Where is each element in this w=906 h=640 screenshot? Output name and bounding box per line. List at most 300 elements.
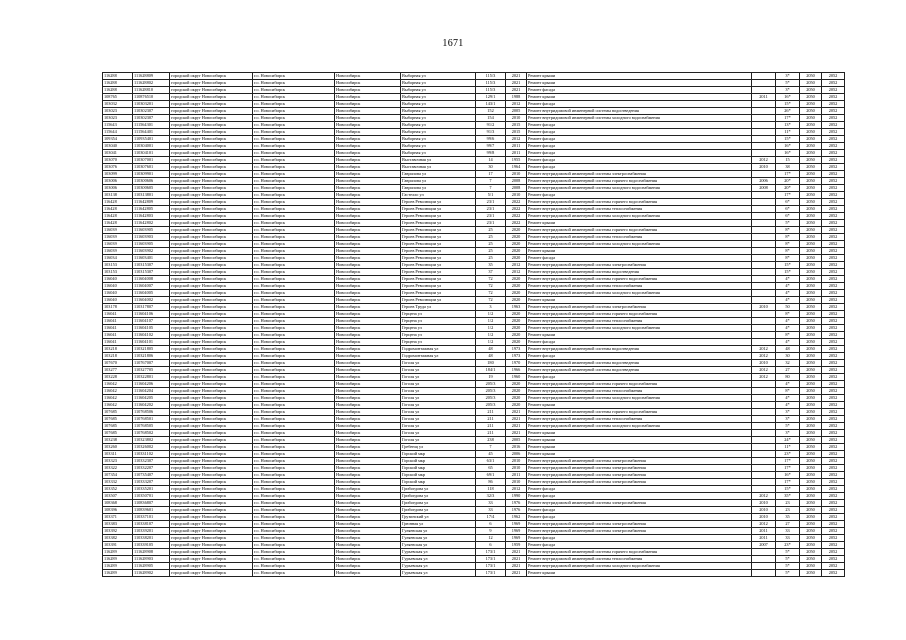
plan-end-year-cell: 2052: [822, 332, 845, 339]
house-number-cell: 115/3: [476, 80, 506, 87]
work-code-cell: 110332207: [133, 465, 170, 472]
service-life-cell: 15: [776, 157, 800, 164]
plan-end-year-cell: 2052: [822, 206, 845, 213]
table-row: [103, 493, 845, 500]
settlement-cell: г.о. Новосибирск: [253, 556, 335, 563]
work-type-cell: Ремонт фасада: [527, 136, 752, 143]
built-year-cell: 2008: [506, 178, 527, 185]
locality-cell: Новосибирск: [335, 241, 401, 248]
plan-start-year-cell: 2050: [800, 136, 822, 143]
plan-start-year-cell: 2050: [800, 150, 822, 157]
street-cell: Выборная ул: [401, 80, 476, 87]
municipality-cell: городской округ Новосибирск: [170, 115, 253, 122]
house-number-cell: 211: [476, 416, 506, 423]
settlement-cell: г.о. Новосибирск: [253, 115, 335, 122]
work-type-cell: Ремонт внутридомовой инженерной системы теплоснабжения: [527, 556, 752, 563]
table-row: [103, 339, 845, 346]
house-id-cell: 103153: [103, 262, 133, 269]
built-year-cell: 2011: [506, 143, 527, 150]
house-number-cell: 25: [476, 241, 506, 248]
settlement-cell: г.о. Новосибирск: [253, 283, 335, 290]
settlement-cell: г.о. Новосибирск: [253, 220, 335, 227]
service-life-cell: 17*: [776, 458, 800, 465]
built-year-cell: 2020: [506, 234, 527, 241]
house-number-cell: 154: [476, 115, 506, 122]
house-id-cell: 108765: [103, 94, 133, 101]
house-id-cell: 115643: [103, 122, 133, 129]
work-type-cell: Ремонт внутридомовой инженерной системы горячего водоснабжения: [527, 409, 752, 416]
street-cell: Гоголя ул: [401, 430, 476, 437]
municipality-cell: городской округ Новосибирск: [170, 150, 253, 157]
street-cell: Гребенщ ул: [401, 444, 476, 451]
house-number-cell: 6: [476, 542, 506, 549]
service-life-cell: 24*: [776, 437, 800, 444]
settlement-cell: г.о. Новосибирск: [253, 101, 335, 108]
locality-cell: Новосибирск: [335, 122, 401, 129]
last-repair-year-cell: [752, 122, 776, 129]
work-type-cell: Ремонт внутридомовой инженерной системы теплоснабжения: [527, 318, 752, 325]
work-code-cell: 110337101: [133, 514, 170, 521]
plan-end-year-cell: 2052: [822, 241, 845, 248]
table-row: [103, 500, 845, 507]
street-cell: Грибоедова ул: [401, 493, 476, 500]
house-id-cell: 103076: [103, 164, 133, 171]
last-repair-year-cell: 2010: [752, 360, 776, 367]
house-number-cell: 25: [476, 255, 506, 262]
municipality-cell: городской округ Новосибирск: [170, 220, 253, 227]
house-id-cell: 107685: [103, 430, 133, 437]
table-row: [103, 276, 845, 283]
locality-cell: Новосибирск: [335, 493, 401, 500]
street-cell: Выборная ул: [401, 122, 476, 129]
plan-end-year-cell: 2052: [822, 220, 845, 227]
service-life-cell: 17*: [776, 115, 800, 122]
locality-cell: Новосибирск: [335, 472, 401, 479]
built-year-cell: 2012: [506, 101, 527, 108]
plan-end-year-cell: 2052: [822, 437, 845, 444]
house-number-cell: 9: [476, 528, 506, 535]
plan-end-year-cell: 2052: [822, 430, 845, 437]
municipality-cell: городской округ Новосибирск: [170, 332, 253, 339]
work-code-cell: 110315307: [133, 262, 170, 269]
service-life-cell: 15*: [776, 136, 800, 143]
last-repair-year-cell: 2011: [752, 528, 776, 535]
table-row: [103, 444, 845, 451]
plan-start-year-cell: 2050: [800, 465, 822, 472]
table-row: [103, 563, 845, 570]
last-repair-year-cell: 2012: [752, 521, 776, 528]
plan-end-year-cell: 2052: [822, 87, 845, 94]
last-repair-year-cell: [752, 73, 776, 80]
settlement-cell: г.о. Новосибирск: [253, 353, 335, 360]
work-type-cell: Ремонт внутридомовой инженерной системы горячего водоснабжения: [527, 178, 752, 185]
table-row: [103, 192, 845, 199]
locality-cell: Новосибирск: [335, 283, 401, 290]
service-life-cell: 5*: [776, 563, 800, 570]
plan-start-year-cell: 2050: [800, 87, 822, 94]
house-id-cell: 115644: [103, 129, 133, 136]
work-type-cell: Ремонт фасада: [527, 122, 752, 129]
plan-start-year-cell: 2050: [800, 479, 822, 486]
table-row: [103, 332, 845, 339]
locality-cell: Новосибирск: [335, 416, 401, 423]
house-number-cell: 152: [476, 108, 506, 115]
last-repair-year-cell: [752, 290, 776, 297]
work-type-cell: Ремонт фасада: [527, 150, 752, 157]
house-id-cell: 116039: [103, 227, 133, 234]
plan-end-year-cell: 2052: [822, 367, 845, 374]
locality-cell: Новосибирск: [335, 570, 401, 577]
settlement-cell: г.о. Новосибирск: [253, 395, 335, 402]
street-cell: Героев Революции ул: [401, 234, 476, 241]
house-id-cell: 108396: [103, 507, 133, 514]
built-year-cell: 1990: [506, 493, 527, 500]
table-row: [103, 346, 845, 353]
work-type-cell: Ремонт фасада: [527, 507, 752, 514]
house-number-cell: 12: [476, 535, 506, 542]
street-cell: Гаврилова ул: [401, 178, 476, 185]
work-code-cell: 110300605: [133, 185, 170, 192]
locality-cell: Новосибирск: [335, 514, 401, 521]
plan-end-year-cell: 2052: [822, 381, 845, 388]
house-number-cell: 25: [476, 234, 506, 241]
table-row: [103, 416, 845, 423]
street-cell: Грузинский ул: [401, 514, 476, 521]
plan-end-year-cell: 2052: [822, 465, 845, 472]
locality-cell: Новосибирск: [335, 388, 401, 395]
table-row: [103, 290, 845, 297]
municipality-cell: городской округ Новосибирск: [170, 360, 253, 367]
table-row: [103, 234, 845, 241]
plan-end-year-cell: 2052: [822, 353, 845, 360]
locality-cell: Новосибирск: [335, 549, 401, 556]
house-id-cell: 103070: [103, 157, 133, 164]
street-cell: Героев Революции ул: [401, 255, 476, 262]
plan-end-year-cell: 2052: [822, 423, 845, 430]
plan-start-year-cell: 2050: [800, 80, 822, 87]
municipality-cell: городской округ Новосибирск: [170, 255, 253, 262]
last-repair-year-cell: [752, 269, 776, 276]
service-life-cell: 35: [776, 514, 800, 521]
work-type-cell: Ремонт крыши: [527, 94, 752, 101]
table-row: [103, 248, 845, 255]
last-repair-year-cell: [752, 283, 776, 290]
last-repair-year-cell: [752, 87, 776, 94]
settlement-cell: г.о. Новосибирск: [253, 199, 335, 206]
plan-end-year-cell: 2052: [822, 486, 845, 493]
service-life-cell: 4*: [776, 402, 800, 409]
work-code-cell: 111604202: [133, 402, 170, 409]
work-type-cell: Ремонт внутридомовой инженерной системы электроснабжения: [527, 500, 752, 507]
work-type-cell: Ремонт внутридомовой инженерной системы теплоснабжения: [527, 206, 752, 213]
locality-cell: Новосибирск: [335, 108, 401, 115]
built-year-cell: 1963: [506, 304, 527, 311]
work-code-cell: 110338107: [133, 521, 170, 528]
table-row: [103, 101, 845, 108]
service-life-cell: 8*: [776, 227, 800, 234]
locality-cell: Новосибирск: [335, 430, 401, 437]
house-number-cell: 99/6: [476, 136, 506, 143]
last-repair-year-cell: [752, 416, 776, 423]
municipality-cell: городской округ Новосибирск: [170, 339, 253, 346]
house-id-cell: 103392: [103, 528, 133, 535]
built-year-cell: 1988: [506, 94, 527, 101]
work-code-cell: 111604105: [133, 325, 170, 332]
house-id-cell: 116039: [103, 241, 133, 248]
plan-end-year-cell: 2052: [822, 458, 845, 465]
work-code-cell: 110935401: [133, 136, 170, 143]
plan-start-year-cell: 2050: [800, 164, 822, 171]
plan-start-year-cell: 2050: [800, 381, 822, 388]
house-id-cell: 103383: [103, 521, 133, 528]
street-cell: Выборная ул: [401, 115, 476, 122]
service-life-cell: 6*: [776, 199, 800, 206]
work-code-cell: 110331102: [133, 451, 170, 458]
work-type-cell: Ремонт внутридомовой инженерной системы электроснабжения: [527, 304, 752, 311]
plan-start-year-cell: 2050: [800, 402, 822, 409]
plan-end-year-cell: 2052: [822, 164, 845, 171]
settlement-cell: г.о. Новосибирск: [253, 178, 335, 185]
table-row: [103, 388, 845, 395]
municipality-cell: городской округ Новосибирск: [170, 437, 253, 444]
work-type-cell: Ремонт внутридомовой инженерной системы электроснабжения: [527, 528, 752, 535]
built-year-cell: 2012: [506, 269, 527, 276]
house-number-cell: 211: [476, 409, 506, 416]
settlement-cell: г.о. Новосибирск: [253, 143, 335, 150]
table-row: [103, 220, 845, 227]
street-cell: Грибоедова ул: [401, 500, 476, 507]
built-year-cell: 2020: [506, 276, 527, 283]
settlement-cell: г.о. Новосибирск: [253, 304, 335, 311]
last-repair-year-cell: [752, 143, 776, 150]
locality-cell: Новосибирск: [335, 129, 401, 136]
work-code-cell: 111604205: [133, 395, 170, 402]
table-row: [103, 451, 845, 458]
built-year-cell: 2015: [506, 129, 527, 136]
last-repair-year-cell: [752, 234, 776, 241]
plan-start-year-cell: 2050: [800, 409, 822, 416]
locality-cell: Новосибирск: [335, 206, 401, 213]
plan-start-year-cell: 2050: [800, 486, 822, 493]
table-row: [103, 136, 845, 143]
settlement-cell: г.о. Новосибирск: [253, 437, 335, 444]
plan-start-year-cell: 2050: [800, 507, 822, 514]
built-year-cell: 2020: [506, 283, 527, 290]
built-year-cell: 2012: [506, 136, 527, 143]
plan-start-year-cell: 2050: [800, 430, 822, 437]
street-cell: Гидромонтажная ул: [401, 346, 476, 353]
street-cell: Героев Труда ул: [401, 304, 476, 311]
house-id-cell: 116289: [103, 549, 133, 556]
municipality-cell: городской округ Новосибирск: [170, 73, 253, 80]
municipality-cell: городской округ Новосибирск: [170, 409, 253, 416]
plan-start-year-cell: 2050: [800, 108, 822, 115]
street-cell: Гастелло ул: [401, 192, 476, 199]
table-row: [103, 255, 845, 262]
municipality-cell: городской округ Новосибирск: [170, 269, 253, 276]
plan-end-year-cell: 2052: [822, 115, 845, 122]
locality-cell: Новосибирск: [335, 192, 401, 199]
last-repair-year-cell: 2010: [752, 304, 776, 311]
street-cell: Гуляевская ул: [401, 542, 476, 549]
street-cell: Герцена ул: [401, 311, 476, 318]
last-repair-year-cell: 2012: [752, 374, 776, 381]
built-year-cell: 2005: [506, 437, 527, 444]
locality-cell: Новосибирск: [335, 563, 401, 570]
municipality-cell: городской округ Новосибирск: [170, 248, 253, 255]
table-row: [103, 227, 845, 234]
plan-end-year-cell: 2052: [822, 80, 845, 87]
house-id-cell: 107670: [103, 360, 133, 367]
municipality-cell: городской округ Новосибирск: [170, 234, 253, 241]
work-code-cell: 110309901: [133, 171, 170, 178]
table-row: [103, 269, 845, 276]
locality-cell: Новосибирск: [335, 164, 401, 171]
settlement-cell: г.о. Новосибирск: [253, 276, 335, 283]
built-year-cell: 2021: [506, 430, 527, 437]
built-year-cell: 2010: [506, 115, 527, 122]
street-cell: Выборная ул: [401, 73, 476, 80]
street-cell: Выставочная ул: [401, 164, 476, 171]
locality-cell: Новосибирск: [335, 423, 401, 430]
work-code-cell: 111604002: [133, 297, 170, 304]
settlement-cell: г.о. Новосибирск: [253, 87, 335, 94]
last-repair-year-cell: [752, 486, 776, 493]
built-year-cell: 2021: [506, 409, 527, 416]
street-cell: Грюнная ул: [401, 521, 476, 528]
settlement-cell: г.о. Новосибирск: [253, 507, 335, 514]
plan-start-year-cell: 2050: [800, 451, 822, 458]
plan-end-year-cell: 2052: [822, 129, 845, 136]
plan-end-year-cell: 2052: [822, 136, 845, 143]
service-life-cell: 11*: [776, 129, 800, 136]
table-row: [103, 395, 845, 402]
plan-start-year-cell: 2050: [800, 276, 822, 283]
page-number: 1671: [442, 38, 464, 49]
house-number-cell: 173/1: [476, 549, 506, 556]
municipality-cell: городской округ Новосибирск: [170, 430, 253, 437]
work-code-cell: 110303201: [133, 101, 170, 108]
settlement-cell: г.о. Новосибирск: [253, 500, 335, 507]
settlement-cell: г.о. Новосибирск: [253, 185, 335, 192]
plan-start-year-cell: 2050: [800, 325, 822, 332]
house-id-cell: 108368: [103, 500, 133, 507]
plan-start-year-cell: 2050: [800, 332, 822, 339]
street-cell: Гурьевская ул: [401, 549, 476, 556]
work-type-cell: Ремонт внутридомовой инженерной системы электроснабжения: [527, 521, 752, 528]
table-row: [103, 514, 845, 521]
service-life-cell: 33: [776, 528, 800, 535]
house-number-cell: 91/2: [476, 122, 506, 129]
municipality-cell: городской округ Новосибирск: [170, 185, 253, 192]
house-number-cell: 23/1: [476, 199, 506, 206]
plan-end-year-cell: 2052: [822, 192, 845, 199]
plan-start-year-cell: 2050: [800, 318, 822, 325]
municipality-cell: городской округ Новосибирск: [170, 479, 253, 486]
built-year-cell: 1960: [506, 374, 527, 381]
last-repair-year-cell: 2010: [752, 164, 776, 171]
house-number-cell: 72: [476, 276, 506, 283]
street-cell: Горский мкр: [401, 472, 476, 479]
house-id-cell: 103507: [103, 493, 133, 500]
service-life-cell: 8*: [776, 248, 800, 255]
work-code-cell: 110836807: [133, 500, 170, 507]
service-life-cell: 33: [776, 535, 800, 542]
work-type-cell: Ремонт внутридомовой инженерной системы теплоснабжения: [527, 416, 752, 423]
work-type-cell: Ремонт фасада: [527, 164, 752, 171]
settlement-cell: г.о. Новосибирск: [253, 171, 335, 178]
house-id-cell: 103023: [103, 115, 133, 122]
municipality-cell: городской округ Новосибирск: [170, 500, 253, 507]
table-row: [103, 185, 845, 192]
house-id-cell: 103138: [103, 192, 133, 199]
municipality-cell: городской округ Новосибирск: [170, 213, 253, 220]
house-number-cell: 63/1: [476, 458, 506, 465]
locality-cell: Новосибирск: [335, 297, 401, 304]
service-life-cell: 8*: [776, 234, 800, 241]
last-repair-year-cell: [752, 248, 776, 255]
settlement-cell: г.о. Новосибирск: [253, 269, 335, 276]
municipality-cell: городской округ Новосибирск: [170, 108, 253, 115]
built-year-cell: 2021: [506, 423, 527, 430]
service-life-cell: 15*: [776, 486, 800, 493]
work-type-cell: Ремонт фасада: [527, 542, 752, 549]
locality-cell: Новосибирск: [335, 276, 401, 283]
work-type-cell: Ремонт внутридомовой инженерной системы холодного водоснабжения: [527, 241, 752, 248]
plan-end-year-cell: 2052: [822, 255, 845, 262]
last-repair-year-cell: [752, 339, 776, 346]
last-repair-year-cell: [752, 479, 776, 486]
settlement-cell: г.о. Новосибирск: [253, 332, 335, 339]
built-year-cell: 2020: [506, 241, 527, 248]
house-number-cell: 91/3: [476, 129, 506, 136]
plan-start-year-cell: 2050: [800, 129, 822, 136]
plan-end-year-cell: 2052: [822, 549, 845, 556]
built-year-cell: 1976: [506, 500, 527, 507]
street-cell: Героев Революции ул: [401, 220, 476, 227]
house-number-cell: 1/2: [476, 318, 506, 325]
municipality-cell: городской округ Новосибирск: [170, 276, 253, 283]
house-number-cell: 1/2: [476, 325, 506, 332]
municipality-cell: городской округ Новосибирск: [170, 388, 253, 395]
table-row: [103, 213, 845, 220]
locality-cell: Новосибирск: [335, 325, 401, 332]
house-id-cell: 116289: [103, 563, 133, 570]
house-number-cell: 3: [476, 304, 506, 311]
work-code-cell: 110302307: [133, 115, 170, 122]
house-id-cell: 103238: [103, 437, 133, 444]
service-life-cell: 23*: [776, 542, 800, 549]
locality-cell: Новосибирск: [335, 185, 401, 192]
street-cell: Героев Революции ул: [401, 290, 476, 297]
work-code-cell: 111603401: [133, 255, 170, 262]
table-row: [103, 430, 845, 437]
work-type-cell: Ремонт фасада: [527, 353, 752, 360]
work-code-cell: 110333207: [133, 479, 170, 486]
plan-end-year-cell: 2052: [822, 500, 845, 507]
street-cell: Гоголя ул: [401, 395, 476, 402]
locality-cell: Новосибирск: [335, 311, 401, 318]
table-row: [103, 206, 845, 213]
service-life-cell: 16*: [776, 472, 800, 479]
house-number-cell: 1/2: [476, 311, 506, 318]
work-code-cell: 110321805: [133, 346, 170, 353]
settlement-cell: г.о. Новосибирск: [253, 234, 335, 241]
settlement-cell: г.о. Новосибирск: [253, 493, 335, 500]
street-cell: Гурьевская ул: [401, 570, 476, 577]
municipality-cell: городской округ Новосибирск: [170, 325, 253, 332]
street-cell: Герцена ул: [401, 332, 476, 339]
